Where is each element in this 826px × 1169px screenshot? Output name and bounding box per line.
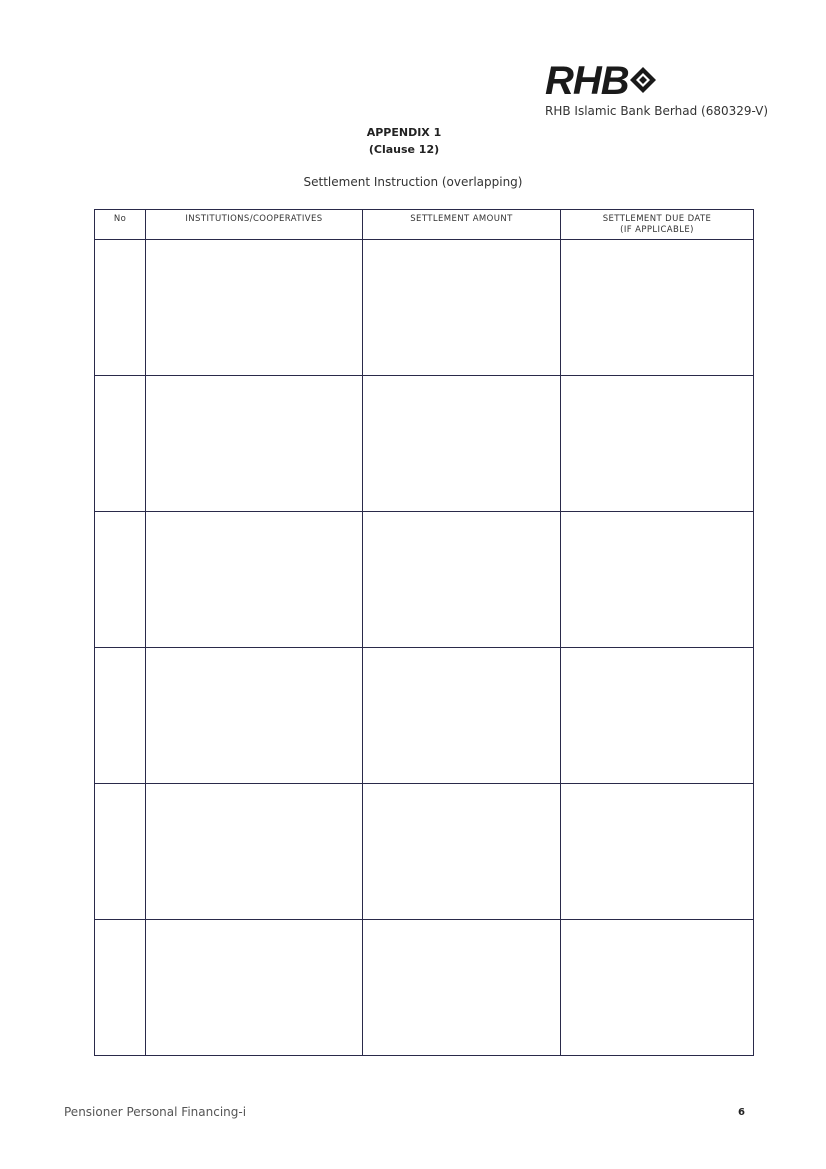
column-header-amount: SETTLEMENT AMOUNT: [363, 210, 561, 240]
cell-due-date[interactable]: [561, 240, 754, 376]
cell-due-date[interactable]: [561, 920, 754, 1056]
table-row: [95, 376, 754, 512]
cell-institution[interactable]: [146, 784, 363, 920]
settlement-table: [94, 209, 754, 1056]
cell-amount[interactable]: [363, 784, 561, 920]
cell-amount[interactable]: [363, 648, 561, 784]
cell-institution[interactable]: [146, 376, 363, 512]
column-header-institutions: INSTITUTIONS/COOPERATIVES: [146, 210, 363, 240]
cell-institution[interactable]: [146, 648, 363, 784]
cell-due-date[interactable]: [561, 648, 754, 784]
cell-due-date[interactable]: [561, 376, 754, 512]
column-header-due-date: [561, 210, 754, 240]
cell-no[interactable]: [95, 784, 146, 920]
table-row: [95, 512, 754, 648]
cell-no[interactable]: [95, 240, 146, 376]
cell-due-date[interactable]: [561, 784, 754, 920]
diamond-logo-icon: [629, 66, 657, 94]
rhb-logo: [545, 58, 665, 104]
cell-due-date[interactable]: [561, 512, 754, 648]
due-date-note: (IF APPLICABLE): [620, 225, 694, 235]
page-number: 6: [738, 1107, 745, 1118]
appendix-title: APPENDIX 1: [366, 126, 442, 139]
cell-amount[interactable]: [363, 240, 561, 376]
table-row: [95, 240, 754, 376]
table-row: [95, 648, 754, 784]
cell-amount[interactable]: [363, 920, 561, 1056]
cell-institution[interactable]: [146, 920, 363, 1056]
cell-amount[interactable]: [363, 512, 561, 648]
cell-amount[interactable]: [363, 376, 561, 512]
cell-no[interactable]: [95, 648, 146, 784]
cell-institution[interactable]: [146, 240, 363, 376]
table-row: [95, 784, 754, 920]
settlement-title: Settlement Instruction (overlapping): [303, 175, 523, 189]
cell-no[interactable]: [95, 512, 146, 648]
cell-institution[interactable]: [146, 512, 363, 648]
cell-no[interactable]: [95, 376, 146, 512]
table-row: [95, 920, 754, 1056]
due-date-label: SETTLEMENT DUE DATE: [602, 214, 712, 224]
footer-product-name: Pensioner Personal Financing-i: [64, 1105, 247, 1119]
bank-name: RHB Islamic Bank Berhad (680329-V): [545, 104, 769, 118]
rhb-logo-wordmark: RHB: [545, 59, 629, 103]
column-header-no: No: [95, 210, 146, 240]
appendix-clause: (Clause 12): [368, 143, 440, 156]
cell-no[interactable]: [95, 920, 146, 1056]
table-header-row: [95, 210, 754, 240]
